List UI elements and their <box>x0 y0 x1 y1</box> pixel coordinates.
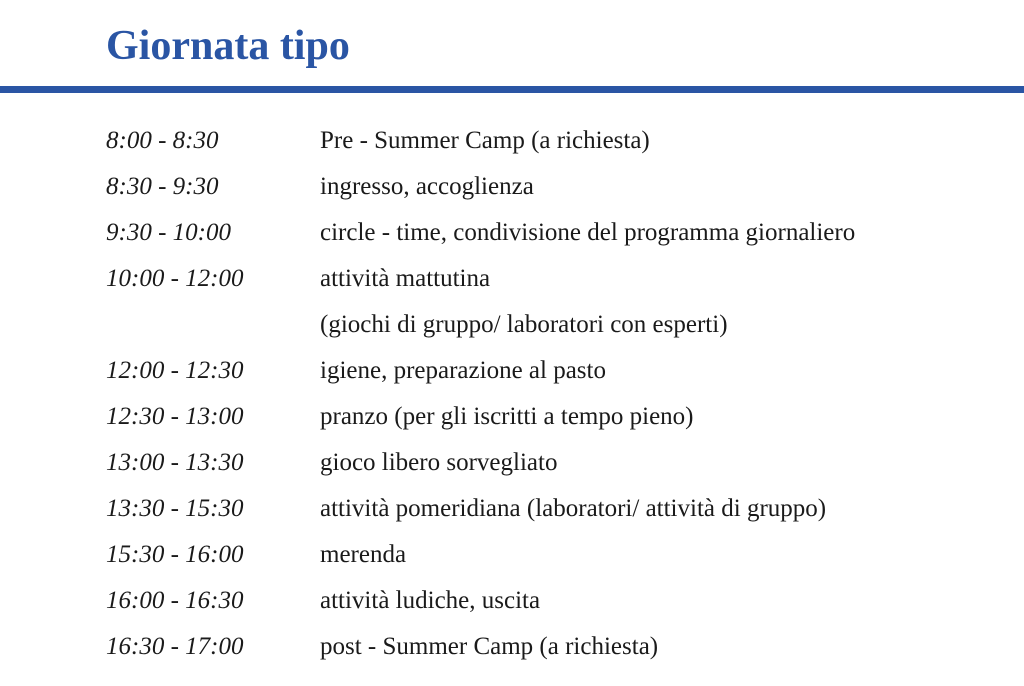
schedule-row <box>106 118 1006 164</box>
schedule-row <box>106 164 1006 210</box>
schedule-activity: gioco libero sorvegliato <box>320 449 558 476</box>
schedule-row <box>106 532 1006 578</box>
schedule-row <box>106 486 1006 532</box>
schedule-activity: merenda <box>320 541 407 568</box>
schedule-time: 8:30 - 9:30 <box>106 173 219 200</box>
schedule-time: 15:30 - 16:00 <box>106 541 244 568</box>
schedule-row <box>106 440 1006 486</box>
schedule-activity: attività mattutina <box>320 265 491 292</box>
schedule-row <box>106 578 1006 624</box>
schedule-time: 10:00 - 12:00 <box>106 265 244 292</box>
schedule-row-continuation <box>106 302 1006 348</box>
schedule-time: 8:00 - 8:30 <box>106 127 219 154</box>
schedule-activity: ingresso, accoglienza <box>320 173 534 200</box>
schedule-time: 9:30 - 10:00 <box>106 219 231 246</box>
schedule-activity: attività pomeridiana (laboratori/ attività di gruppo) <box>320 495 827 522</box>
page-title: Giornata tipo <box>106 23 350 69</box>
schedule-activity: igiene, preparazione al pasto <box>320 357 606 384</box>
schedule-time: 16:00 - 16:30 <box>106 587 244 614</box>
schedule-list <box>106 118 1006 670</box>
schedule-activity: attività ludiche, uscita <box>320 587 541 614</box>
schedule-row <box>106 256 1006 302</box>
schedule-activity: (giochi di gruppo/ laboratori con esperti) <box>320 311 728 338</box>
schedule-activity: circle - time, condivisione del programma giornaliero <box>320 219 856 246</box>
schedule-time: 12:30 - 13:00 <box>106 403 244 430</box>
schedule-activity: pranzo (per gli iscritti a tempo pieno) <box>320 403 694 430</box>
schedule-row <box>106 348 1006 394</box>
schedule-time: 12:00 - 12:30 <box>106 357 244 384</box>
schedule-row <box>106 394 1006 440</box>
schedule-activity: post - Summer Camp (a richiesta) <box>320 633 659 660</box>
schedule-time: 13:30 - 15:30 <box>106 495 244 522</box>
title-divider <box>0 86 1024 93</box>
schedule-row <box>106 624 1006 670</box>
schedule-activity: Pre - Summer Camp (a richiesta) <box>320 127 650 154</box>
schedule-time: 16:30 - 17:00 <box>106 633 244 660</box>
schedule-time: 13:00 - 13:30 <box>106 449 244 476</box>
schedule-row <box>106 210 1006 256</box>
